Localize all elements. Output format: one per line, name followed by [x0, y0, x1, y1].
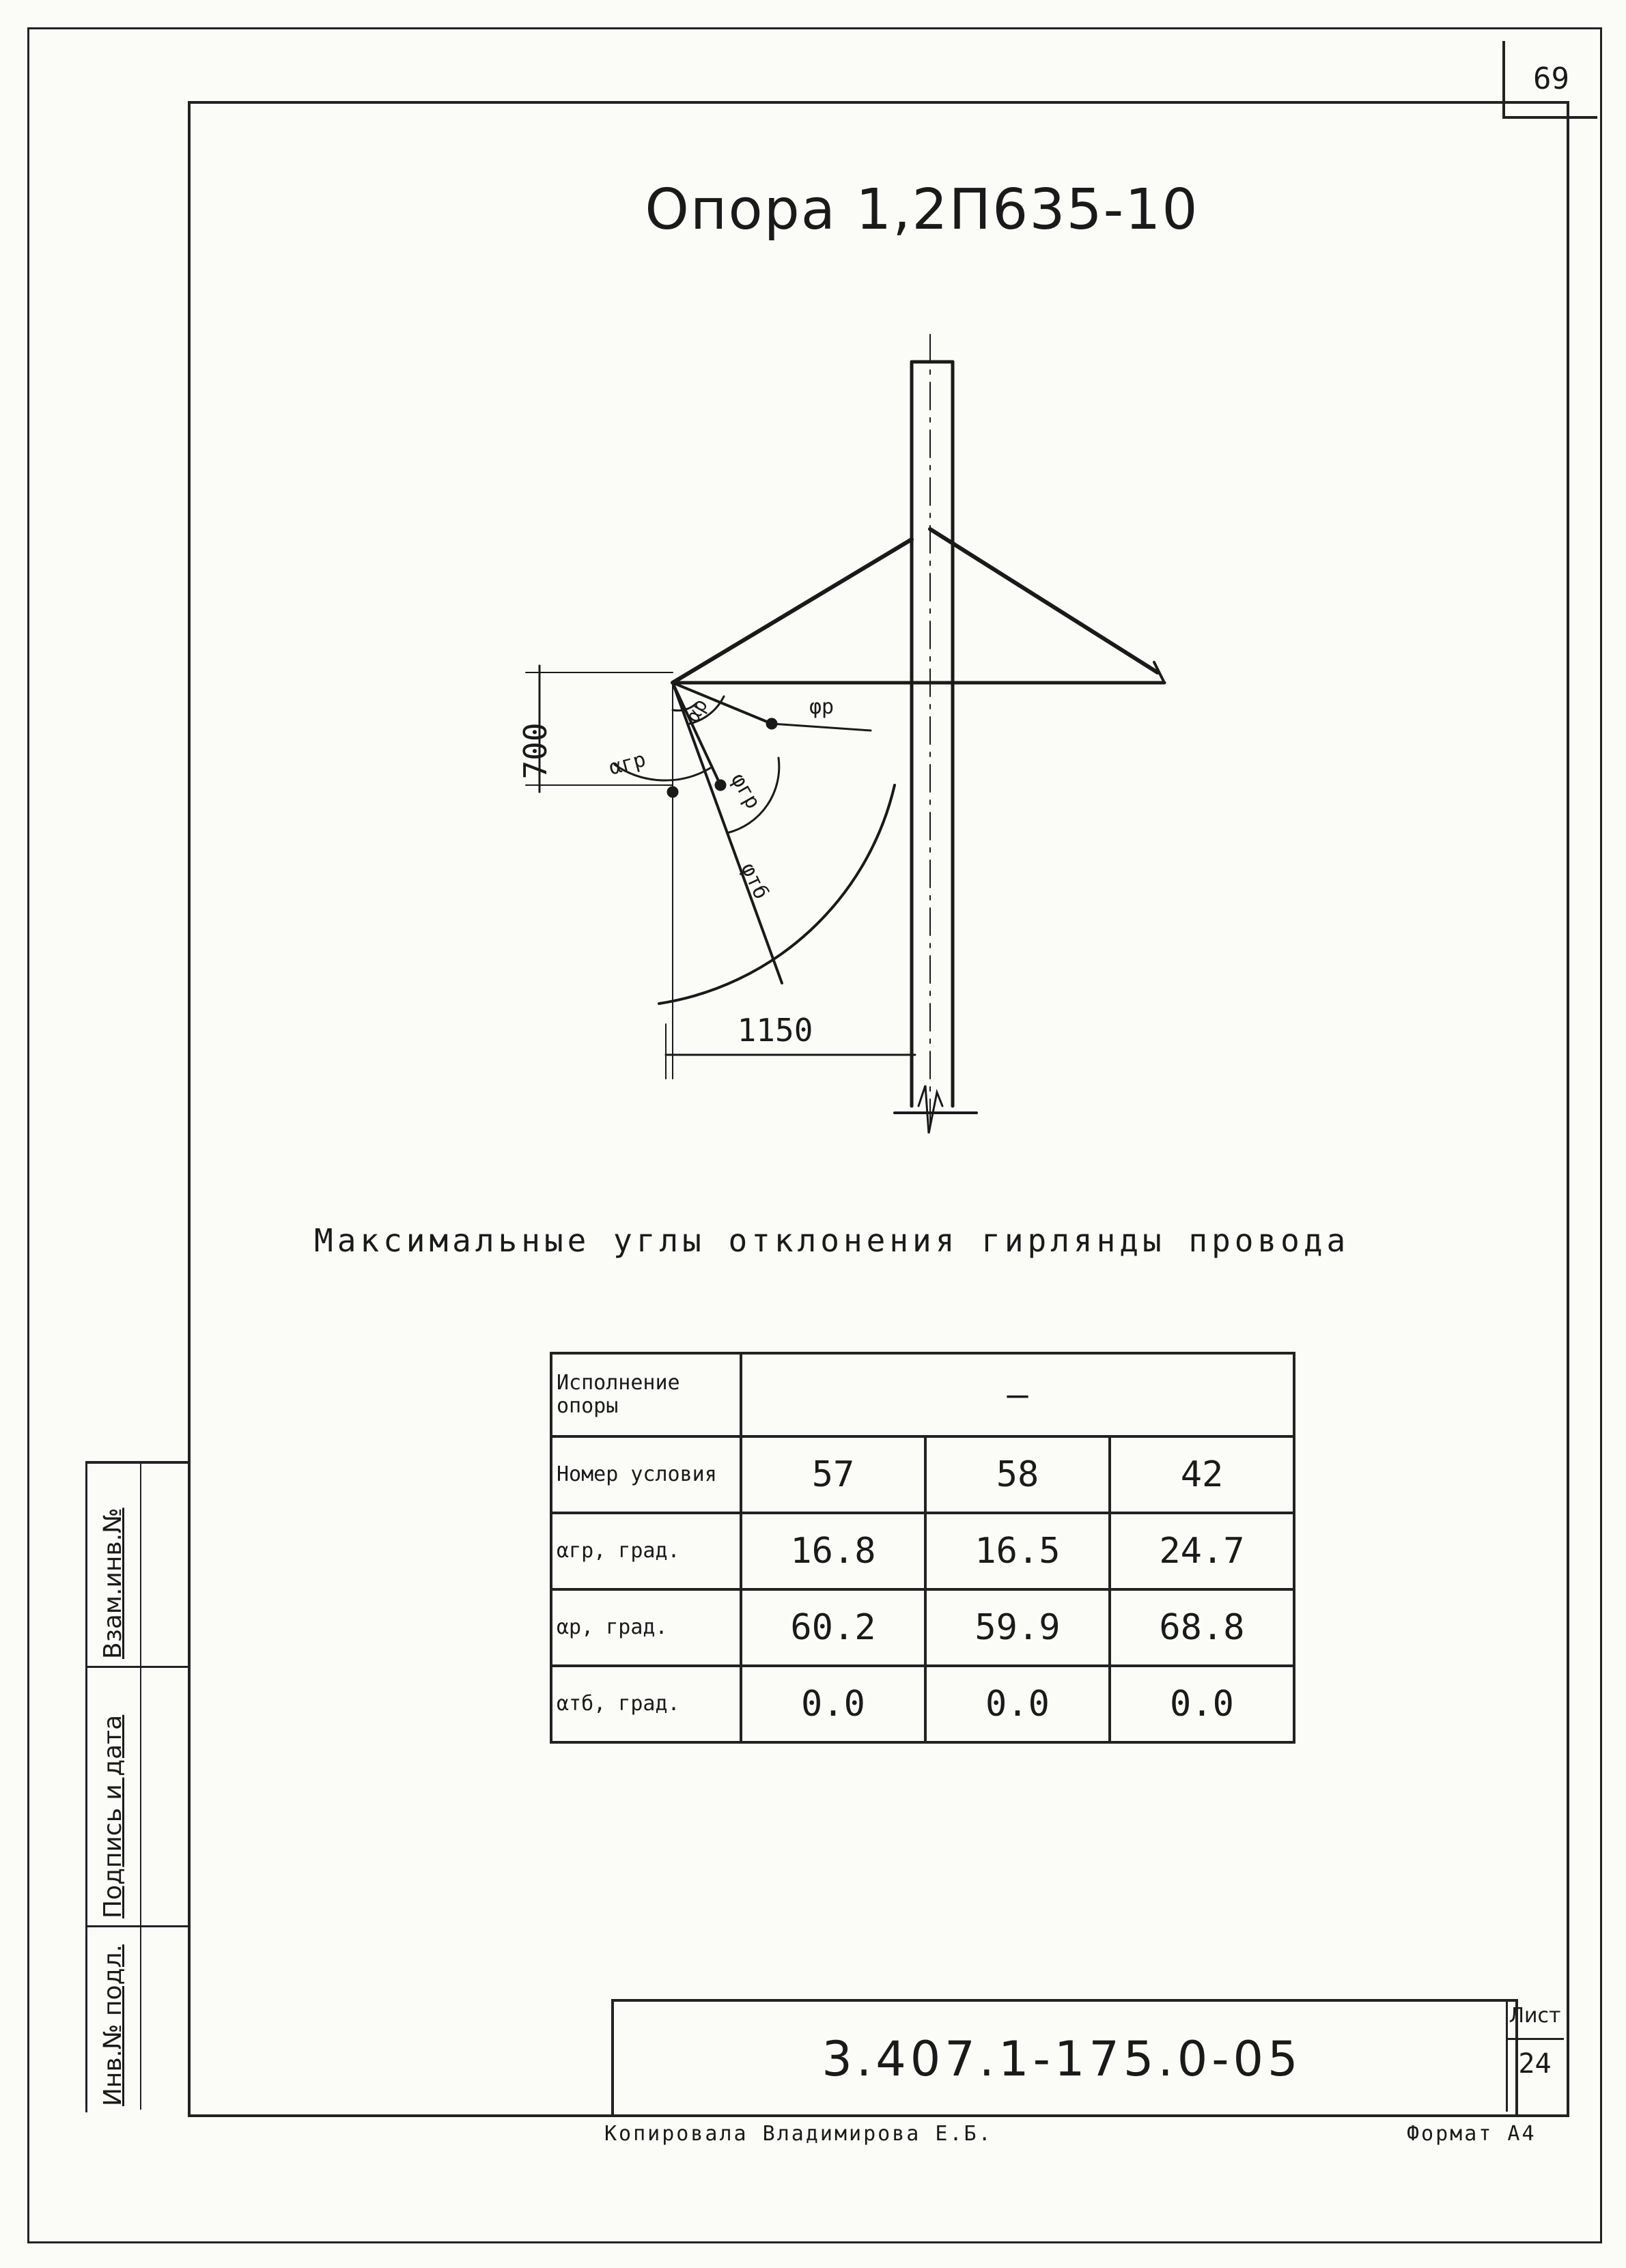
sheet-number: 24	[1518, 2048, 1552, 2080]
document-number: 3.407.1-175.0-05	[822, 2031, 1302, 2087]
stamp-signature-label: Подпись и дата	[99, 1714, 127, 1918]
table-row	[551, 1666, 1294, 1742]
table-caption: Максимальные углы отклонения гирлянды провода	[314, 1222, 1350, 1259]
condition-cell: 42	[1110, 1436, 1294, 1513]
sheet-cell-divider	[1506, 2038, 1564, 2040]
point-r	[766, 718, 777, 729]
stamp-cell-replace	[85, 1461, 188, 1668]
page-number: 69	[1502, 41, 1597, 119]
row-label: αр, град.	[551, 1589, 741, 1666]
stamp-replace-label: Взам.инв.№	[99, 1507, 127, 1659]
value-cell: 0.0	[741, 1666, 925, 1742]
stamp-inventory-label: Инв.№ подл.	[99, 1944, 127, 2106]
drawing-title: Опора 1,2П635-10	[645, 178, 1199, 242]
value-cell: 60.2	[741, 1589, 925, 1666]
dim-700-label: 700	[517, 722, 554, 780]
value-cell: 0.0	[1110, 1666, 1294, 1742]
stamp-cell-inventory	[85, 1925, 188, 2110]
value-cell: 16.8	[741, 1513, 925, 1589]
dim-1150-label: 1150	[737, 1012, 813, 1049]
value-cell: 59.9	[925, 1589, 1110, 1666]
table-row	[551, 1513, 1294, 1589]
condition-cell: 58	[925, 1436, 1110, 1513]
condition-cell: 57	[741, 1436, 925, 1513]
stamp-divider	[140, 1461, 141, 2110]
point-vertical	[667, 786, 678, 797]
value-cell: 0.0	[925, 1666, 1110, 1742]
execution-value: —	[741, 1353, 1294, 1436]
string-wind-ext	[772, 724, 871, 731]
label-alpha-r: αр	[681, 694, 712, 726]
header-execution: Исполнение опоры	[551, 1353, 741, 1436]
stamp-cell-signature	[85, 1666, 188, 1927]
row-label: αтб, град.	[551, 1666, 741, 1742]
copied-by-note: Копировала Владимирова Е.Б.	[604, 2122, 993, 2146]
value-cell: 16.5	[925, 1513, 1110, 1589]
deflection-angles-table	[550, 1352, 1295, 1744]
value-cell: 24.7	[1110, 1513, 1294, 1589]
point-gr	[715, 780, 726, 791]
row-label: αгр, град.	[551, 1513, 741, 1589]
format-note: Формат А4	[1407, 2122, 1537, 2146]
label-phi-r: φр	[809, 695, 835, 719]
header-condition: Номер условия	[551, 1436, 741, 1513]
label-phi-tb: φтб	[735, 859, 774, 903]
sheet-label: Лист	[1509, 2004, 1561, 2028]
brace-left	[673, 539, 912, 683]
brace-right	[930, 529, 1158, 672]
table-row	[551, 1589, 1294, 1666]
value-cell: 68.8	[1110, 1589, 1294, 1666]
table-row	[551, 1353, 1294, 1436]
table-row	[551, 1436, 1294, 1513]
label-phi-gr: φгр	[726, 769, 766, 813]
label-alpha-gr: αгр	[606, 747, 649, 780]
